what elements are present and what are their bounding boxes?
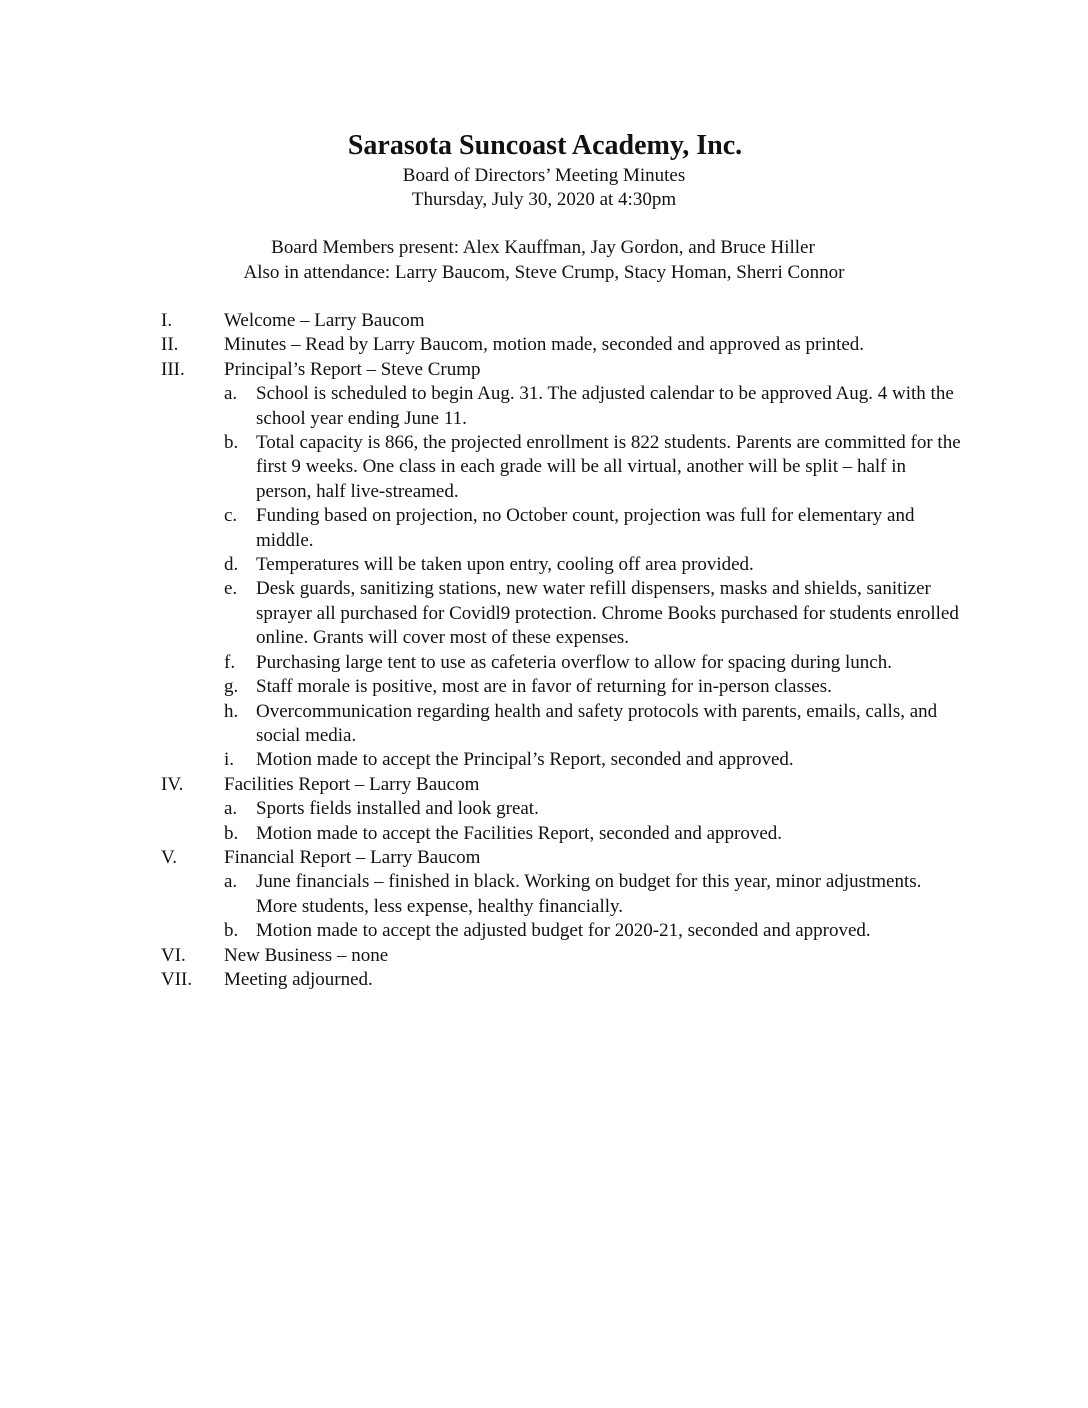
agenda-item <box>0 846 1088 944</box>
agenda-subitem-text: Overcommunication regarding health and safety protocols with parents, emails, calls, and social media. <box>256 700 938 746</box>
agenda-subitem-text: Sports fields installed and look great. <box>256 798 539 820</box>
agenda-subitem <box>0 822 1088 846</box>
agenda-subitem <box>0 382 1088 431</box>
agenda-subitem <box>0 748 1088 772</box>
agenda-subitem <box>0 651 1088 675</box>
agenda-item-label: Financial Report – Larry Baucom <box>224 846 481 868</box>
agenda-list <box>0 309 1088 992</box>
agenda-subitem-letter: g. <box>224 676 239 698</box>
agenda-item-number: II. <box>161 334 179 356</box>
agenda-item-label: Principal’s Report – Steve Crump <box>224 358 481 380</box>
agenda-item <box>0 944 1088 968</box>
agenda-item-number: III. <box>161 358 185 380</box>
agenda-item-label: Minutes – Read by Larry Baucom, motion made, seconded and approved as printed. <box>224 334 865 356</box>
agenda-subitem-text: Funding based on projection, no October count, projection was full for elementary and middle. <box>256 505 915 551</box>
agenda-item <box>0 358 1088 773</box>
agenda-subitem-letter: i. <box>224 749 235 771</box>
agenda-item-number: V. <box>161 846 178 868</box>
agenda-subitem <box>0 431 1088 504</box>
agenda-subitem <box>0 919 1088 943</box>
agenda-subitem-text: Motion made to accept the adjusted budget for 2020-21, seconded and approved. <box>256 920 871 942</box>
also-in-attendance: Also in attendance: Larry Baucom, Steve Crump, Stacy Homan, Sherri Connor <box>243 262 845 283</box>
agenda-subitem-text: Motion made to accept the Principal’s Report, seconded and approved. <box>256 749 794 771</box>
document-header <box>0 128 1088 212</box>
agenda-item-label: Meeting adjourned. <box>224 968 373 990</box>
agenda-subitem-letter: b. <box>224 920 239 942</box>
agenda-item-number: I. <box>161 310 173 331</box>
agenda-subitem-text: Staff morale is positive, most are in favor of returning for in-person classes. <box>256 676 832 698</box>
agenda-item <box>0 309 1088 333</box>
agenda-item-label: Facilities Report – Larry Baucom <box>224 773 480 795</box>
agenda-subitem-letter: a. <box>224 798 238 820</box>
agenda-item <box>0 968 1088 992</box>
meeting-date: Thursday, July 30, 2020 at 4:30pm <box>411 189 677 210</box>
agenda-item-label: Welcome – Larry Baucom <box>224 310 425 331</box>
agenda-subitem-letter: e. <box>224 578 238 600</box>
agenda-item-number: IV. <box>161 773 184 795</box>
agenda-subitem-letter: a. <box>224 871 238 893</box>
agenda-subitem-text: School is scheduled to begin Aug. 31. The adjusted calendar to be approved Aug. 4 with the school year ending June 11. <box>256 383 954 429</box>
agenda-subitem-text: Motion made to accept the Facilities Report, seconded and approved. <box>256 822 783 844</box>
agenda-subitem-text: Desk guards, sanitizing stations, new water refill dispensers, masks and shields, sanitizer sprayer all purchased for Covidl9 protection. Chrome Books purchased for students enrolled online. Grants will cover most of these expenses. <box>256 578 959 649</box>
agenda-item-number: VII. <box>161 968 193 990</box>
agenda-subitem <box>0 553 1088 577</box>
agenda-subitem-letter: h. <box>224 700 239 722</box>
agenda-subitems <box>0 382 1088 773</box>
agenda-item <box>0 773 1088 846</box>
agenda-subitem-letter: a. <box>224 383 238 405</box>
agenda-subitem-text: Purchasing large tent to use as cafeteria overflow to allow for spacing during lunch. <box>256 651 892 673</box>
agenda-subitem <box>0 797 1088 821</box>
agenda-subitem <box>0 504 1088 553</box>
agenda-subitem-text: Temperatures will be taken upon entry, cooling off area provided. <box>256 554 754 576</box>
organization-title: Sarasota Suncoast Academy, Inc. <box>347 130 743 161</box>
agenda-subitem-letter: c. <box>224 505 238 527</box>
agenda-subitem <box>0 577 1088 650</box>
agenda-subitems <box>0 870 1088 943</box>
agenda-subitem <box>0 870 1088 919</box>
agenda-subitems <box>0 797 1088 846</box>
board-members-present: Board Members present: Alex Kauffman, Jay Gordon, and Bruce Hiller <box>271 237 815 258</box>
agenda-subitem-letter: f. <box>224 651 236 673</box>
agenda-item <box>0 333 1088 357</box>
agenda-subitem-letter: b. <box>224 822 239 844</box>
document-subtitle: Board of Directors’ Meeting Minutes <box>402 165 686 186</box>
agenda-subitem-letter: d. <box>224 554 239 576</box>
agenda-item-number: VI. <box>161 944 186 966</box>
agenda-item-label: New Business – none <box>224 944 389 966</box>
agenda-subitem-letter: b. <box>224 432 239 454</box>
agenda-subitem-text: June financials – finished in black. Working on budget for this year, minor adjustments. More students, less expense, healthy financially. <box>256 871 922 917</box>
attendance-block <box>0 235 1088 285</box>
agenda-subitem-text: Total capacity is 866, the projected enrollment is 822 students. Parents are committed for the first 9 weeks. One class in each grade will be all virtual, another will be split – half in person, half live-streamed. <box>256 432 961 502</box>
agenda-subitem <box>0 700 1088 749</box>
agenda-subitem <box>0 675 1088 699</box>
